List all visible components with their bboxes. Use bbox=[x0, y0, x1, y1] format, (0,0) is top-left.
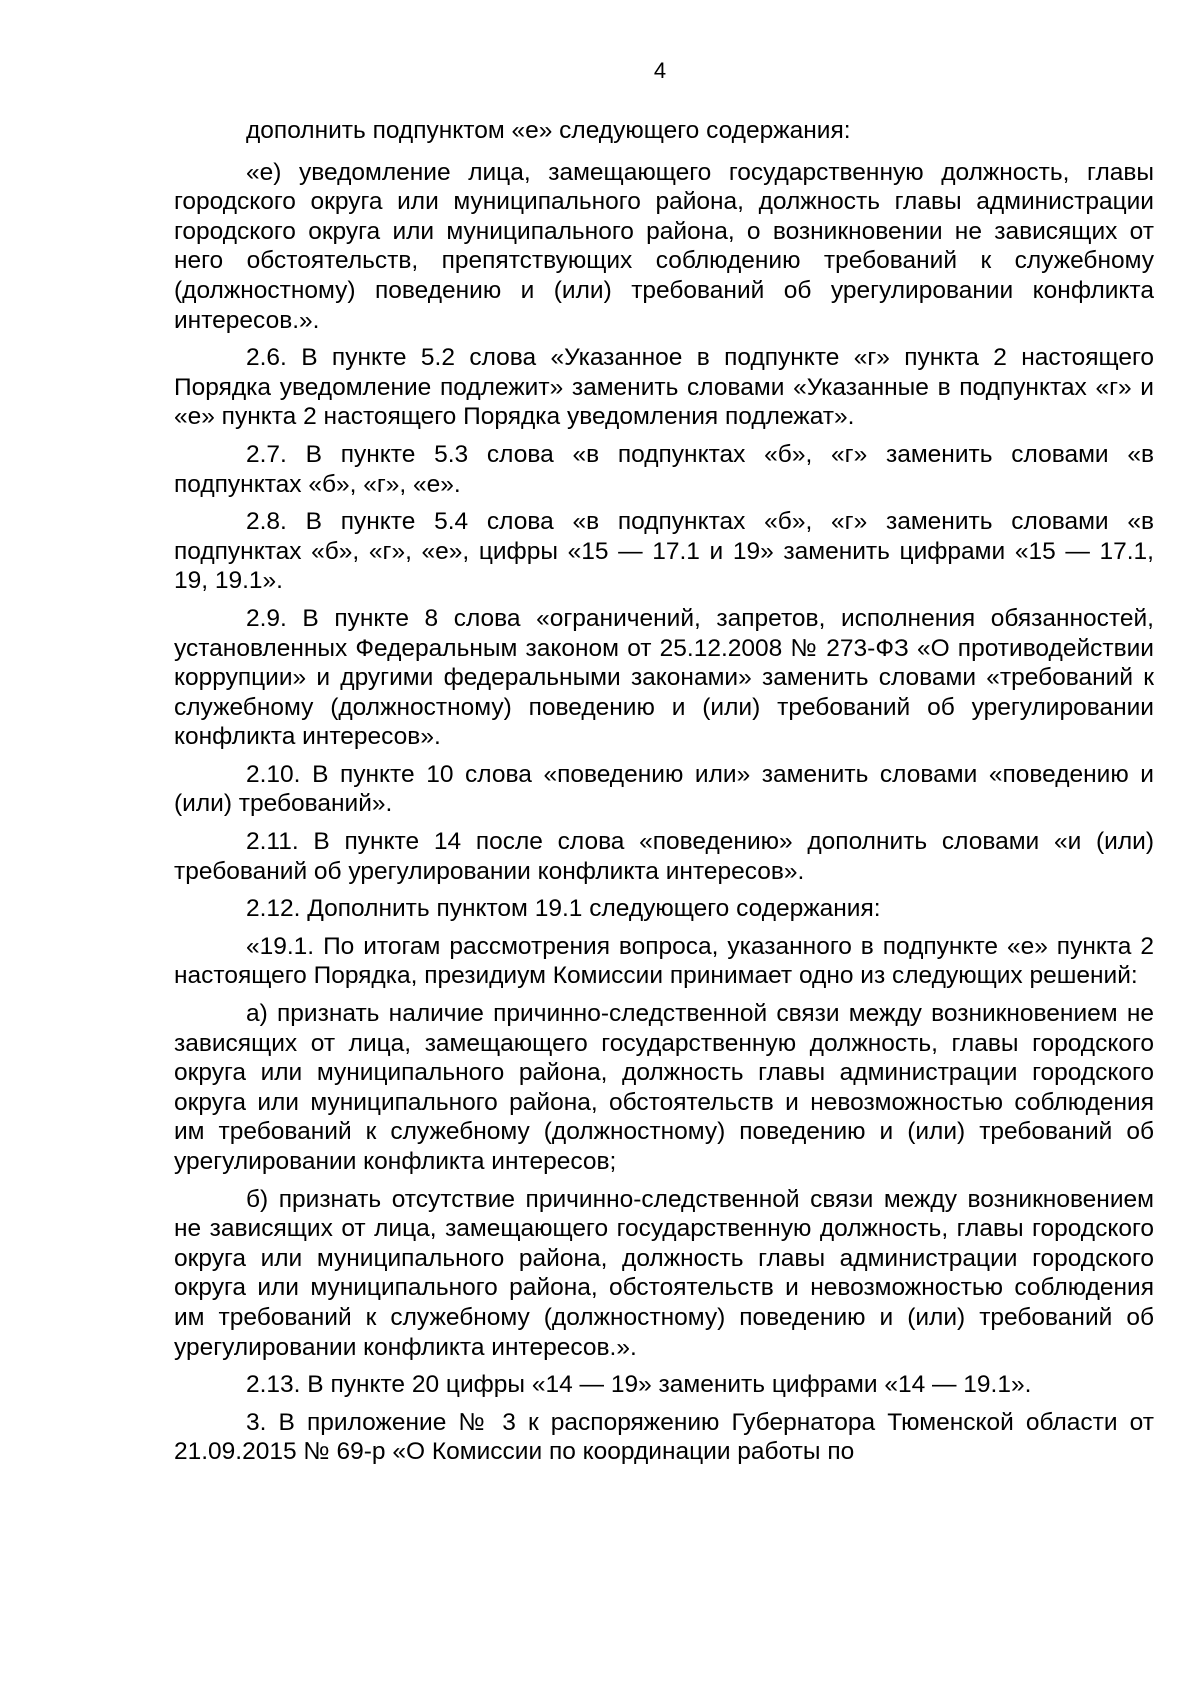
paragraph-19-1: «19.1. По итогам рассмотрения вопроса, указанного в подпункте «е» пункта 2 настоящего Порядка, президиум Комиссии принимает одно из следующих решений: bbox=[174, 932, 1154, 990]
paragraph-2-7: 2.7. В пункте 5.3 слова «в подпунктах «б», «г» заменить словами «в подпунктах «б», «г», «е». bbox=[174, 440, 1154, 498]
paragraph-intro: дополнить подпунктом «е» следующего содержания: bbox=[246, 117, 851, 144]
paragraph-decision-b: б) признать отсутствие причинно-следственной связи между возникновением не зависящих от лица, замещающего государственную должность, главы городского округа или муниципального района, должность главы администрации городского округа или муниципального района, обстоятельств и невозможностью соблюдения им требований к служебному (должностному) поведению и (или) требований об урегулировании конфликта интересов.». bbox=[174, 1185, 1154, 1361]
paragraph-2-10: 2.10. В пункте 10 слова «поведению или» заменить словами «поведению и (или) требований». bbox=[174, 760, 1154, 818]
paragraph-2-8: 2.8. В пункте 5.4 слова «в подпунктах «б», «г» заменить словами «в подпунктах «б», «г», «е», цифры «15 — 17.1 и 19» заменить цифрами «15 — 17.1, 19, 19.1». bbox=[174, 508, 1154, 595]
paragraph-2-13: 2.13. В пункте 20 цифры «14 — 19» заменить цифрами «14 — 19.1». bbox=[246, 1371, 1032, 1399]
paragraph-3: 3. В приложение № 3 к распоряжению Губернатора Тюменской области от 21.09.2015 № 69-р «О Комиссии по координации работы по bbox=[174, 1408, 1154, 1466]
document-body bbox=[174, 116, 1154, 1475]
paragraph-2-12: 2.12. Дополнить пунктом 19.1 следующего содержания: bbox=[246, 895, 881, 923]
paragraph-2-9: 2.9. В пункте 8 слова «ограничений, запретов, исполнения обязанностей, установленных Федеральным законом от 25.12.2008 № 273-ФЗ «О противодействии коррупции» и другими федеральными законами» заменить словами «требований к служебному (должностному) поведению и (или) требований об урегулировании конфликта интересов». bbox=[174, 604, 1154, 751]
paragraph-2-11: 2.11. В пункте 14 после слова «поведению» дополнить словами «и (или) требований об урегулировании конфликта интересов». bbox=[174, 828, 1154, 885]
page-number: 4 bbox=[653, 58, 667, 83]
paragraph-subpoint-e: «е) уведомление лица, замещающего государственную должность, главы городского округа или муниципального района, должность главы администрации городского округа или муниципального района, о возникновении не зависящих от него обстоятельств, препятствующих соблюдению требований к служебному (должностному) поведению и (или) требований об урегулировании конфликта интересов.». bbox=[174, 158, 1154, 334]
paragraph-2-6: 2.6. В пункте 5.2 слова «Указанное в подпункте «г» пункта 2 настоящего Порядка уведомление подлежит» заменить словами «Указанные в подпунктах «г» и «е» пункта 2 настоящего Порядка уведомления подлежат». bbox=[174, 344, 1154, 431]
paragraph-decision-a: а) признать наличие причинно-следственной связи между возникновением не зависящих от лица, замещающего государственную должность, главы городского округа или муниципального района, должность главы администрации городского округа или муниципального района, обстоятельств и невозможностью соблюдения им требований к служебному (должностному) поведению и (или) требований об урегулировании конфликта интересов; bbox=[174, 1000, 1154, 1175]
